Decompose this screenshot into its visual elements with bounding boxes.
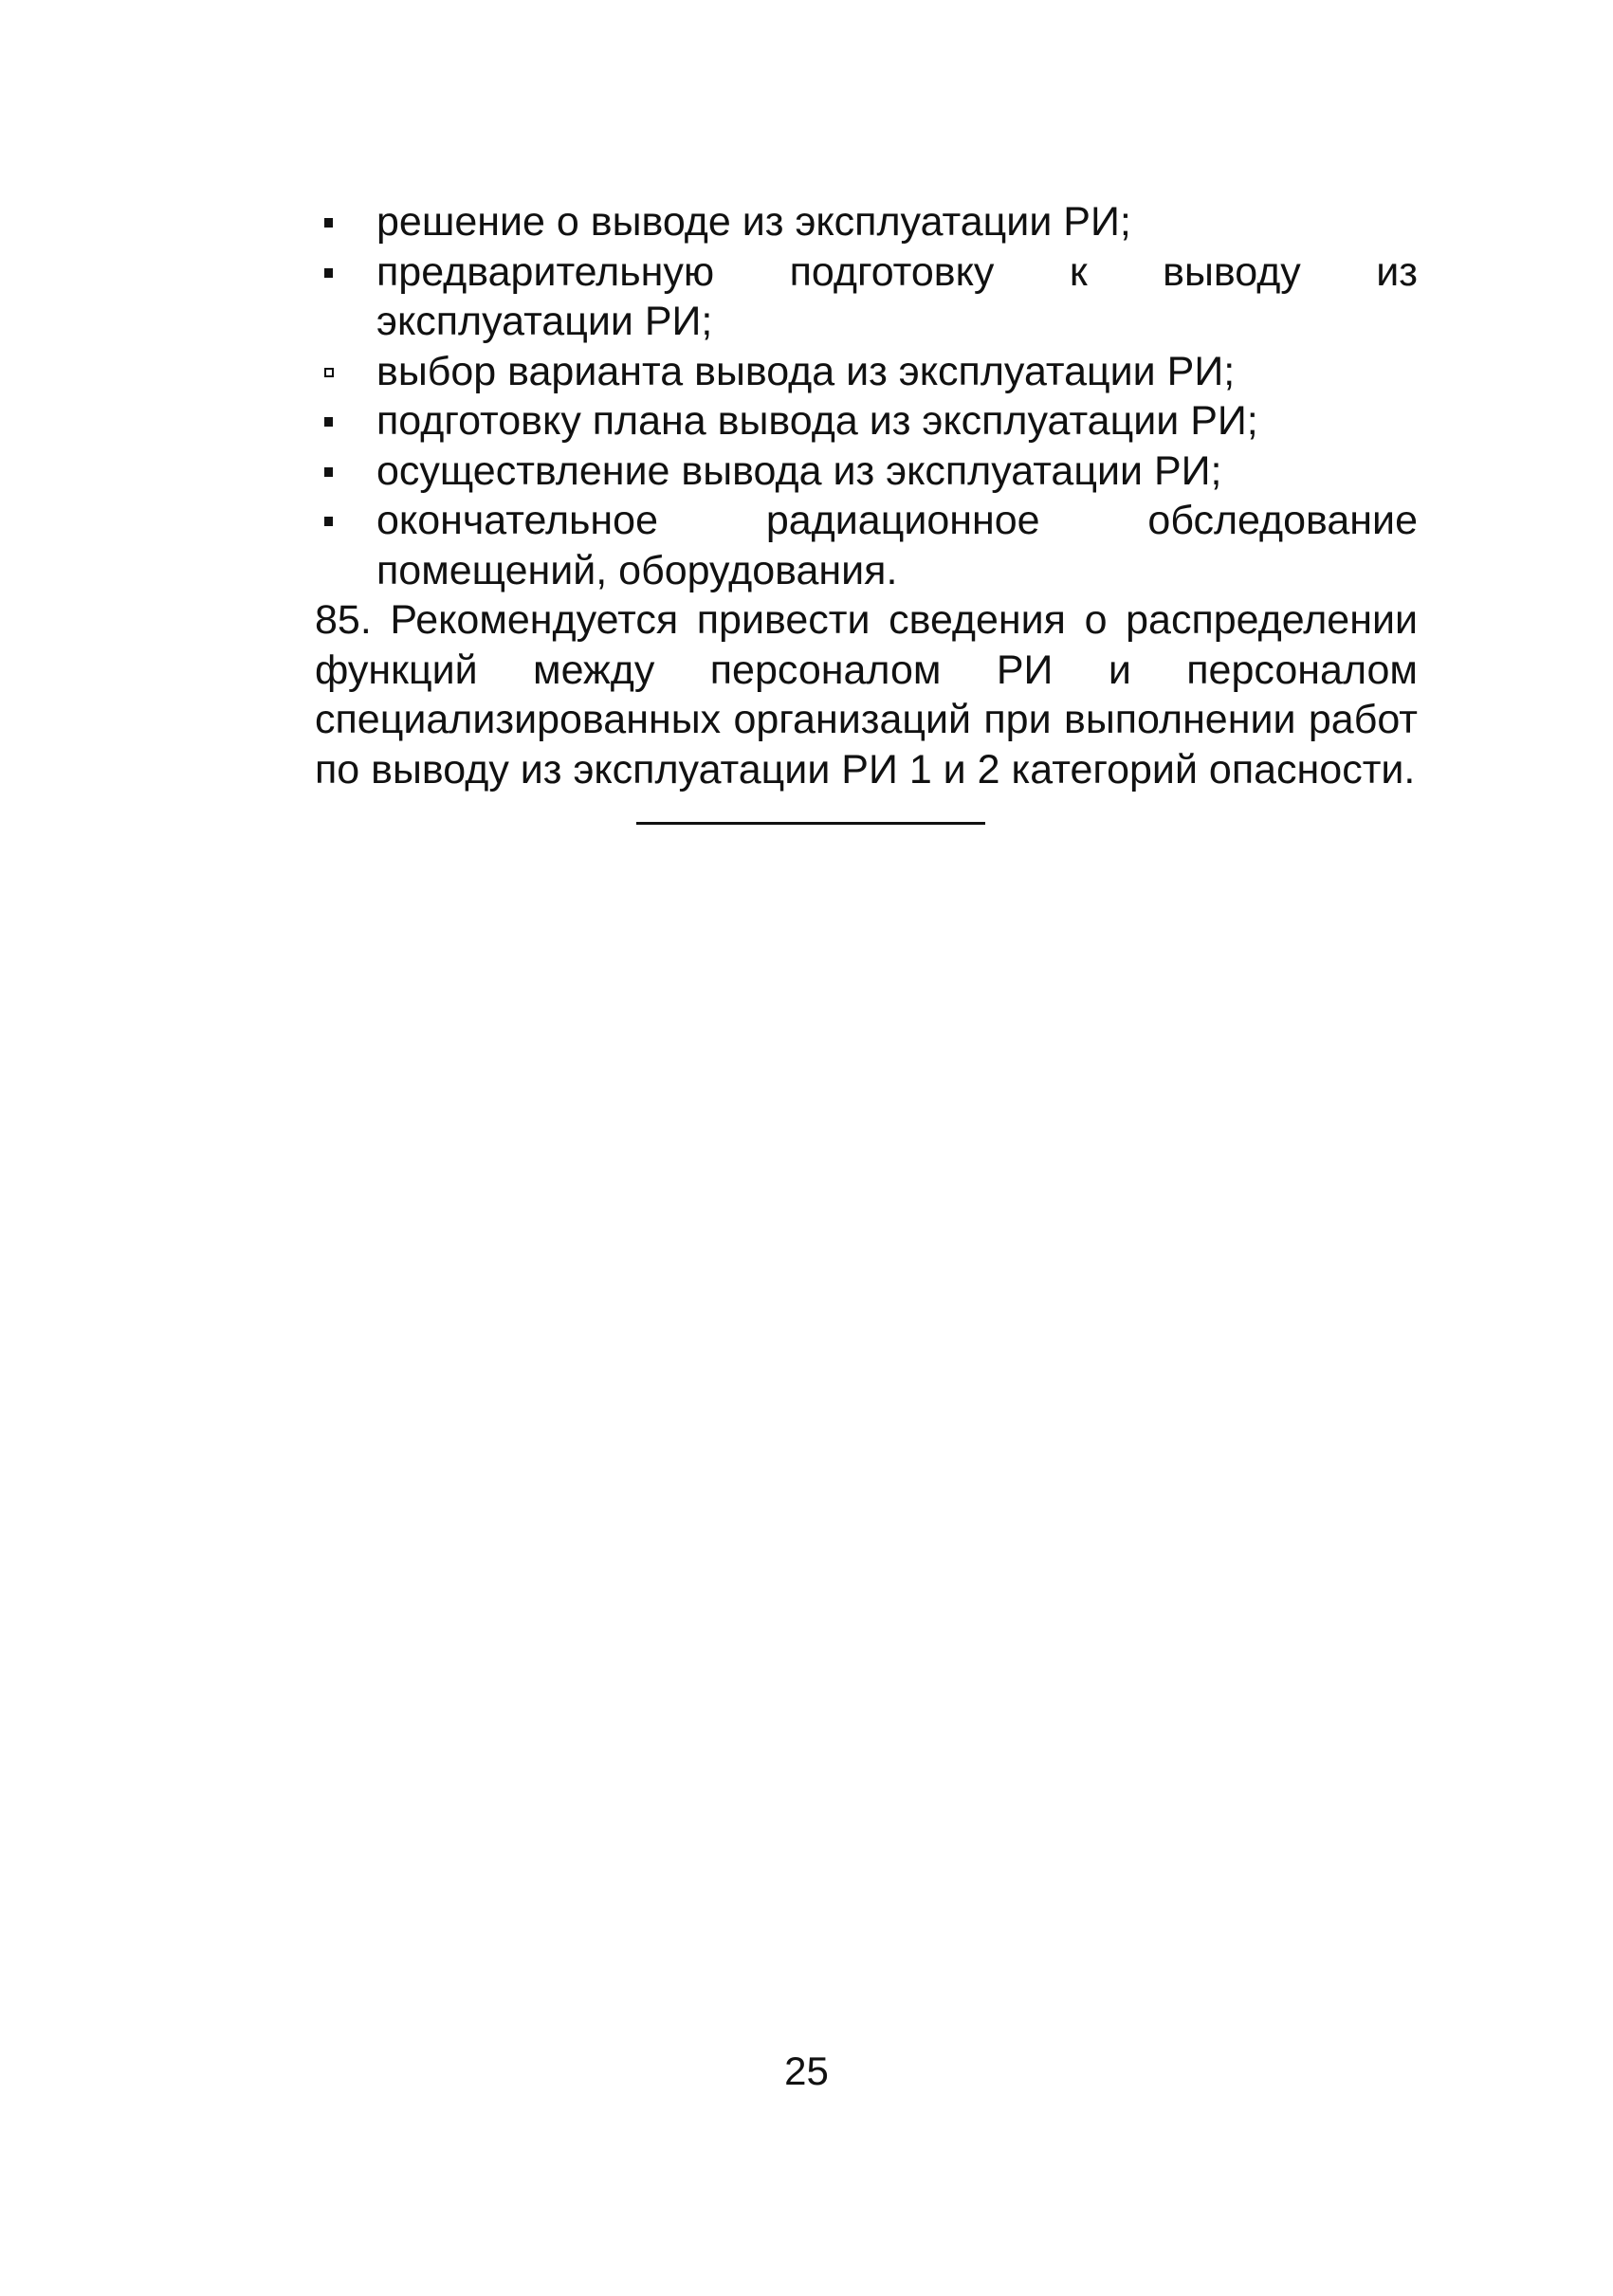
list-item <box>315 247 1418 347</box>
hollow-square-bullet-icon <box>324 368 334 377</box>
list-item-text: предварительную подготовку к выводу из эксплуатации РИ; <box>376 248 1418 344</box>
list-item-text: осуществление вывода из эксплуатации РИ; <box>376 447 1222 494</box>
list-item-text: выбор варианта вывода из эксплуатации РИ; <box>376 348 1236 394</box>
list-item-text: окончательное радиационное обследование помещений, оборудования. <box>376 498 1418 593</box>
list-item-text: решение о выводе из эксплуатации РИ; <box>376 199 1131 245</box>
list-item <box>315 197 1418 247</box>
square-bullet-icon <box>324 417 333 427</box>
square-bullet-icon <box>324 517 333 526</box>
square-bullet-icon <box>324 218 333 228</box>
page-number: 25 <box>784 2049 829 2093</box>
bullet-list <box>315 197 1418 595</box>
paragraph-number: 85. <box>315 597 372 643</box>
list-item-text: подготовку плана вывода из эксплуатации РИ; <box>376 398 1258 444</box>
square-bullet-icon <box>324 467 333 477</box>
list-item <box>315 396 1418 446</box>
square-bullet-icon <box>324 268 333 278</box>
section-divider <box>636 822 985 825</box>
paragraph-text: Рекомендуется привести сведения о распределении функций между персоналом РИ и персоналом специализированных организаций при выполнении работ по выводу из эксплуатации РИ 1 и 2 категорий опасности. <box>315 597 1418 793</box>
numbered-paragraph <box>315 595 1418 794</box>
list-item <box>315 446 1418 497</box>
body-text <box>315 197 1418 794</box>
list-item <box>315 496 1418 595</box>
list-item <box>315 347 1418 397</box>
